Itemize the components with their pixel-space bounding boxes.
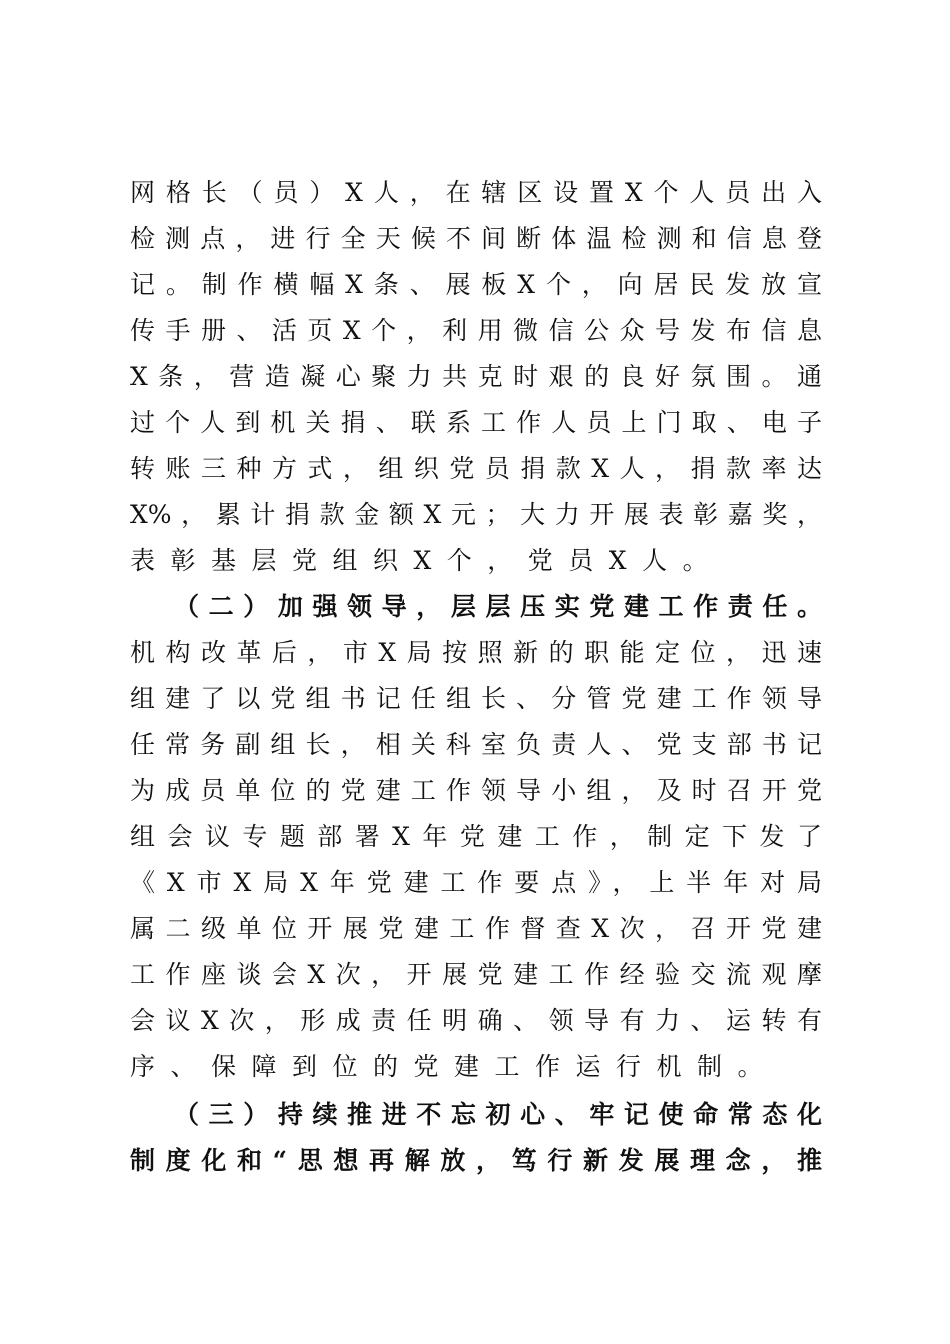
paragraph-line: 记。制作横幅X条、展板X个，向居民发放宣 <box>130 270 822 299</box>
section-heading: （三）持续推进不忘初心、牢记使命常态化 <box>174 1100 822 1129</box>
paragraph-line: 传手册、活页X个，利用微信公众号发布信息 <box>130 316 822 345</box>
paragraph-line: X%，累计捐款金额X元；大力开展表彰嘉奖， <box>130 500 822 529</box>
paragraph-line: 检测点，进行全天候不间断体温检测和信息登 <box>130 224 822 253</box>
paragraph-line: 属二级单位开展党建工作督查X次，召开党建 <box>130 914 822 943</box>
paragraph-line: X条，营造凝心聚力共克时艰的良好氛围。通 <box>130 362 822 391</box>
paragraph-line: 网格长（员）X人，在辖区设置X个人员出入 <box>130 178 822 207</box>
paragraph-1 <box>130 170 822 584</box>
paragraph-line: 转账三种方式，组织党员捐款X人，捐款率达 <box>130 454 822 483</box>
paragraph-line: 组会议专题部署X年党建工作，制定下发了 <box>130 822 822 851</box>
paragraph-line: 机构改革后，市X局按照新的职能定位，迅速 <box>130 638 822 667</box>
paragraph-line: 任常务副组长，相关科室负责人、党支部书记 <box>130 730 822 759</box>
paragraph-line: 序、保障到位的党建工作运行机制。 <box>130 1052 779 1081</box>
section-heading-continued: 制度化和“思想再解放，笃行新发展理念，推 <box>130 1146 822 1175</box>
paragraph-line: 过个人到机关捐、联系工作人员上门取、电子 <box>130 408 822 437</box>
section-2 <box>130 584 822 1090</box>
paragraph-line: 《X市X局X年党建工作要点》，上半年对局 <box>130 868 822 897</box>
paragraph-line: 为成员单位的党建工作领导小组，及时召开党 <box>130 776 822 805</box>
paragraph-line: 表彰基层党组织X个，党员X人。 <box>130 546 724 575</box>
section-3 <box>130 1092 822 1184</box>
paragraph-line: 会议X次，形成责任明确、领导有力、运转有 <box>130 1006 822 1035</box>
section-heading: （二）加强领导，层层压实党建工作责任。 <box>174 592 822 621</box>
paragraph-line: 工作座谈会X次，开展党建工作经验交流观摩 <box>130 960 822 989</box>
paragraph-line: 组建了以党组书记任组长、分管党建工作领导 <box>130 684 822 713</box>
